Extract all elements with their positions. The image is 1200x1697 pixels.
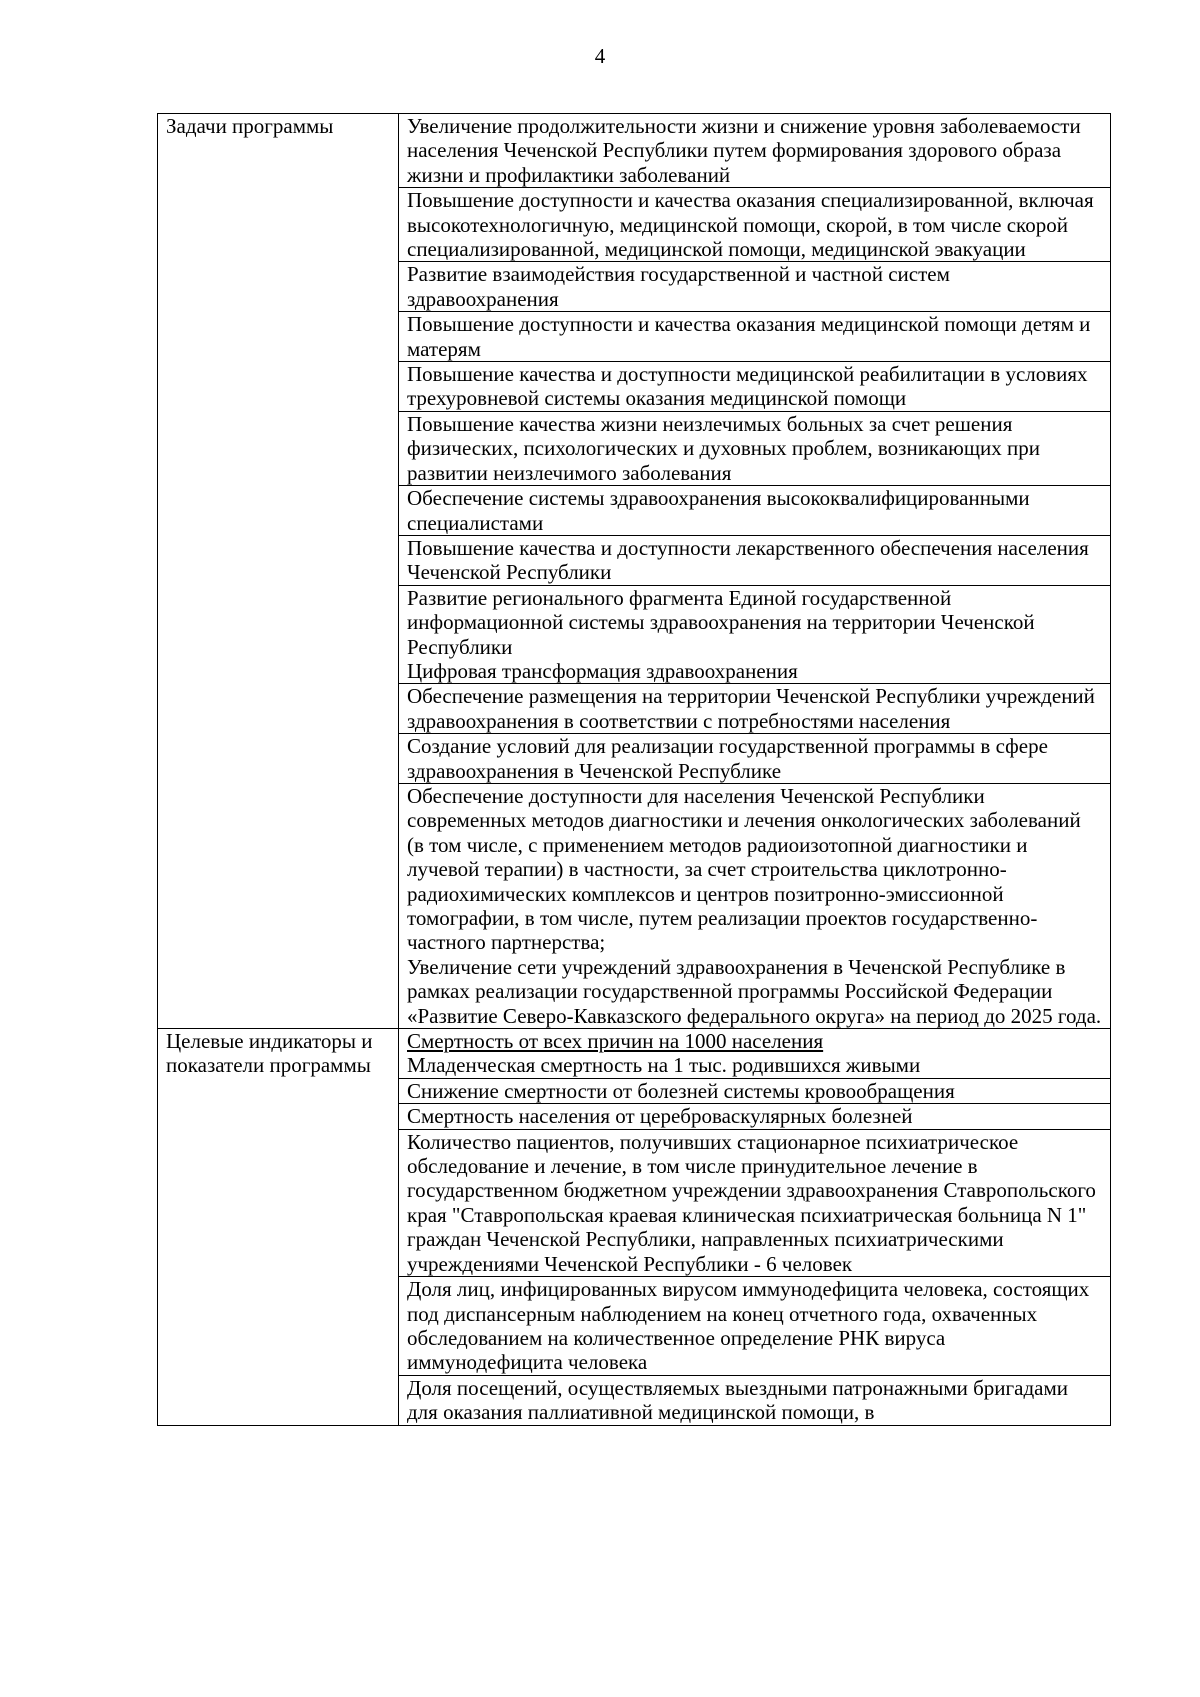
task-cell [399, 262, 1111, 312]
indicators-label-cell [158, 1029, 399, 1426]
task-text: Повышение доступности и качества оказания медицинской помощи детям и матерям [407, 312, 1091, 361]
program-passport-table [157, 113, 1111, 1426]
indicator-cell [399, 1104, 1111, 1129]
task-text: Обеспечение размещения на территории Чеченской Республики учреждений здравоохранения в соответствии с потребностями населения [407, 684, 1095, 733]
indicator-text: Доля лиц, инфицированных вирусом иммунодефицита человека, состоящих под диспансерным наблюдением на конец отчетного года, охваченных обследованием на количественное определение РНК вируса иммунодефицита человека [407, 1277, 1090, 1375]
task-cell [399, 312, 1111, 362]
task-text: Создание условий для реализации государственной программы в сфере здравоохранения в Чеченской Республике [407, 734, 1048, 783]
tasks-label: Задачи программы [166, 114, 334, 138]
task-text: Развитие регионального фрагмента Единой государственной информационной системы здравоохранения на территории Чеченской Республики [407, 585, 1035, 659]
task-text: Увеличение сети учреждений здравоохранения в Чеченской Республике в рамках реализации государственной программы Российской Федерации «Развитие Северо-Кавказского федерального округа» на период до 2025 года. [407, 954, 1102, 1028]
task-text: Повышение качества и доступности лекарственного обеспечения населения Чеченской Республики [407, 535, 1089, 585]
task-text: Повышение качества и доступности медицинской реабилитации в условиях трехуровневой системы оказания медицинской помощи [407, 362, 1088, 411]
task-cell [399, 188, 1111, 262]
task-cell [399, 535, 1111, 585]
indicators-label: Целевые индикаторы и показатели программы [166, 1029, 373, 1078]
indicator-text: Доля посещений, осуществляемых выездными патронажными бригадами для оказания паллиативной медицинской помощи, в [407, 1375, 1068, 1425]
task-cell [399, 411, 1111, 485]
indicator-cell [399, 1029, 1111, 1079]
indicator-cell [399, 1129, 1111, 1276]
task-text: Повышение качества жизни неизлечимых больных за счет решения физических, психологических и духовных проблем, возникающих при развитии неизлечимого заболевания [407, 411, 1040, 485]
indicator-text: Снижение смертности от болезней системы кровообращения [407, 1078, 955, 1103]
task-text: Увеличение продолжительности жизни и снижение уровня заболеваемости населения Чеченской Республики путем формирования здорового образа жизни и профилактики заболеваний [407, 114, 1081, 187]
task-cell [399, 783, 1111, 1028]
task-text: Обеспечение доступности для населения Чеченской Республики современных методов диагностики и лечения онкологических заболеваний (в том числе, с применением методов радиоизотопной диагностики и лучевой терапии) в частности, за счет строительства циклотронно-радиохимических комплексов и центров позитронно-эмиссионной томографии, в том числе, путем реализации проектов государственно-частного партнерства; [407, 783, 1081, 955]
task-text: Повышение доступности и качества оказания специализированной, включая высокотехнологичную, медицинской помощи, скорой, в том числе скорой специализированной, медицинской помощи, медицинской эвакуации [407, 188, 1094, 262]
task-cell [399, 486, 1111, 536]
indicator-cell [399, 1078, 1111, 1103]
indicator-cell [399, 1375, 1111, 1425]
tasks-label-cell [158, 114, 399, 1029]
task-cell [399, 362, 1111, 412]
task-text: Цифровая трансформация здравоохранения [407, 658, 798, 683]
task-cell [399, 585, 1111, 684]
indicator-row [158, 1029, 1111, 1079]
task-text: Обеспечение системы здравоохранения высококвалифицированными специалистами [407, 486, 1030, 535]
task-text: Развитие взаимодействия государственной и частной систем здравоохранения [407, 262, 950, 311]
indicator-text: Смертность от всех причин на 1000 населения [407, 1029, 824, 1054]
indicator-text: Младенческая смертность на 1 тыс. родившихся живыми [407, 1053, 921, 1078]
indicator-text: Смертность населения от цереброваскулярных болезней [407, 1104, 913, 1129]
task-row [158, 114, 1111, 188]
indicator-cell [399, 1277, 1111, 1376]
task-cell [399, 734, 1111, 784]
page-number: 4 [594, 44, 606, 68]
task-cell [399, 684, 1111, 734]
task-cell [399, 114, 1111, 188]
indicator-text: Количество пациентов, получивших стационарное психиатрическое обследование и лечение, в том числе принудительное лечение в государственном бюджетном учреждении здравоохранения Ставропольского края "Ставропольская краевая клиническая психиатрическая больница N 1" граждан Чеченской Республики, направленных психиатрическими учреждениями Чеченской Республики - 6 человек [407, 1129, 1096, 1276]
